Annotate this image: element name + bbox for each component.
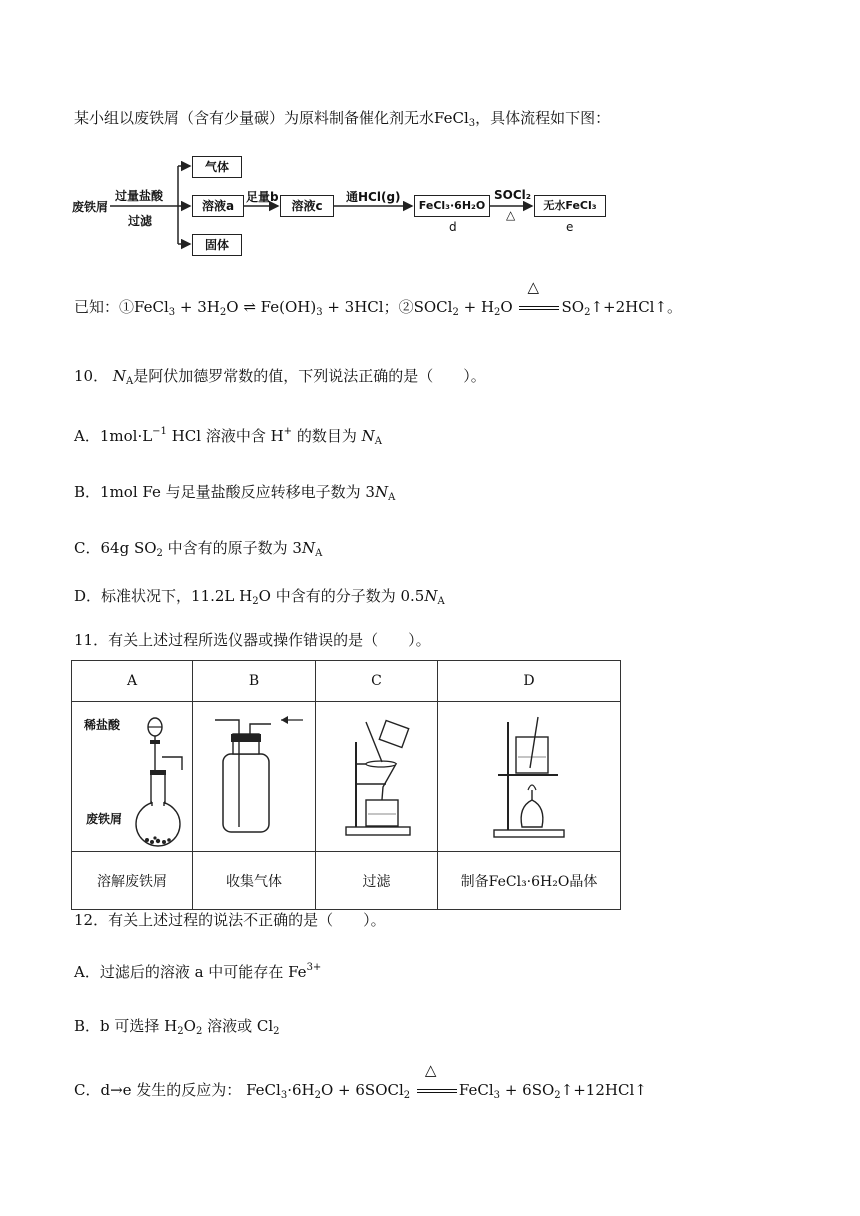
- header-a: A: [72, 661, 193, 702]
- flow-box-gas: 气体: [192, 156, 242, 178]
- apparatus-a: [72, 702, 193, 852]
- q12-option-c: C．d→e 发生的反应为： $FeCl_3\cdot 6H_2O$ + 6SOCl$_2$ △ FeCl$_3$ + $6SO_2↑+12HCl↑$: [74, 1061, 647, 1101]
- caption-c: 过滤: [316, 852, 438, 910]
- flow-box-solution-c: 溶液c: [280, 195, 334, 217]
- flow-step1-top: 过量盐酸: [115, 189, 164, 203]
- apparatus-d: [438, 702, 621, 852]
- flow-label-e: e: [566, 220, 574, 234]
- flow-step3: 通HCl(g): [346, 190, 401, 204]
- formula-fecl3: FeCl$_3$: [434, 109, 476, 129]
- delta-equals-2: △: [415, 1080, 459, 1100]
- q10-option-c: C．64g $SO_2$ 中含有的原子数为 $3N_A$: [74, 539, 323, 559]
- flow-step2: 足量b: [246, 190, 279, 204]
- flow-diagram: [70, 150, 620, 260]
- flow-step4-top: SOCl₂: [494, 188, 532, 202]
- known-equations: 已知：①FeCl$_3$ + $3H_2O$ ⇌ $Fe(OH)_3 + 3HCl$；②SOCl$_2$ + $H_2O$ △ $SO_2↑+2HCl↑$。: [74, 278, 683, 318]
- q11-stem: 11．有关上述过程所选仪器或操作错误的是（ ）。: [74, 631, 431, 649]
- evaporation-setup-icon: [438, 702, 620, 847]
- apparatus-b: [193, 702, 316, 852]
- label-iron: 废铁屑: [86, 812, 123, 826]
- header-b: B: [193, 661, 316, 702]
- apparatus-table: [71, 660, 621, 910]
- q10-option-b: B．1mol Fe 与足量盐酸反应转移电子数为 $3N_A$: [74, 483, 396, 503]
- q12-option-b: B．b 可选择 $H_2O_2$ 溶液或 $Cl_2$: [74, 1017, 280, 1037]
- delta-equals: △: [517, 297, 561, 317]
- flow-start: 废铁屑: [72, 200, 109, 214]
- caption-d: 制备FeCl₃·6H₂O晶体: [438, 852, 621, 910]
- gas-bottle-icon: [193, 702, 315, 847]
- filtration-setup-icon: [316, 702, 437, 847]
- flow-box-solid: 固体: [192, 234, 242, 256]
- q10-option-d: D．标准状况下，11.2L $H_2O$ 中含有的分子数为 $0.5N_A$: [74, 587, 445, 607]
- caption-a: 溶解废铁屑: [72, 852, 193, 910]
- flow-box-solution-a: 溶液a: [192, 195, 244, 217]
- q10-option-a: A．$1mol\cdot L^{-1}$ HCl 溶液中含 H+ 的数目为 $N_A$: [74, 426, 382, 447]
- flow-box-e: 无水FeCl₃: [534, 195, 606, 217]
- q10-stem: 10． $N_A$是阿伏加德罗常数的值，下列说法正确的是（ ）。: [74, 367, 486, 387]
- label-acid: 稀盐酸: [84, 718, 121, 732]
- flow-label-d: d: [449, 220, 457, 234]
- q12-stem: 12．有关上述过程的说法不正确的是（ ）。: [74, 911, 386, 929]
- q12-option-a: A．过滤后的溶液 a 中可能存在 $Fe^{3+}$: [74, 962, 322, 981]
- intro-line: 某小组以废铁屑（含有少量碳）为原料制备催化剂无水FeCl$_3$，具体流程如下图：: [74, 109, 611, 129]
- flow-step4-bottom: △: [506, 208, 516, 222]
- apparatus-c: [316, 702, 438, 852]
- flow-box-d: FeCl₃·6H₂O: [414, 195, 490, 217]
- caption-b: 收集气体: [193, 852, 316, 910]
- header-c: C: [316, 661, 438, 702]
- flow-step1-bottom: 过滤: [128, 214, 153, 228]
- header-d: D: [438, 661, 621, 702]
